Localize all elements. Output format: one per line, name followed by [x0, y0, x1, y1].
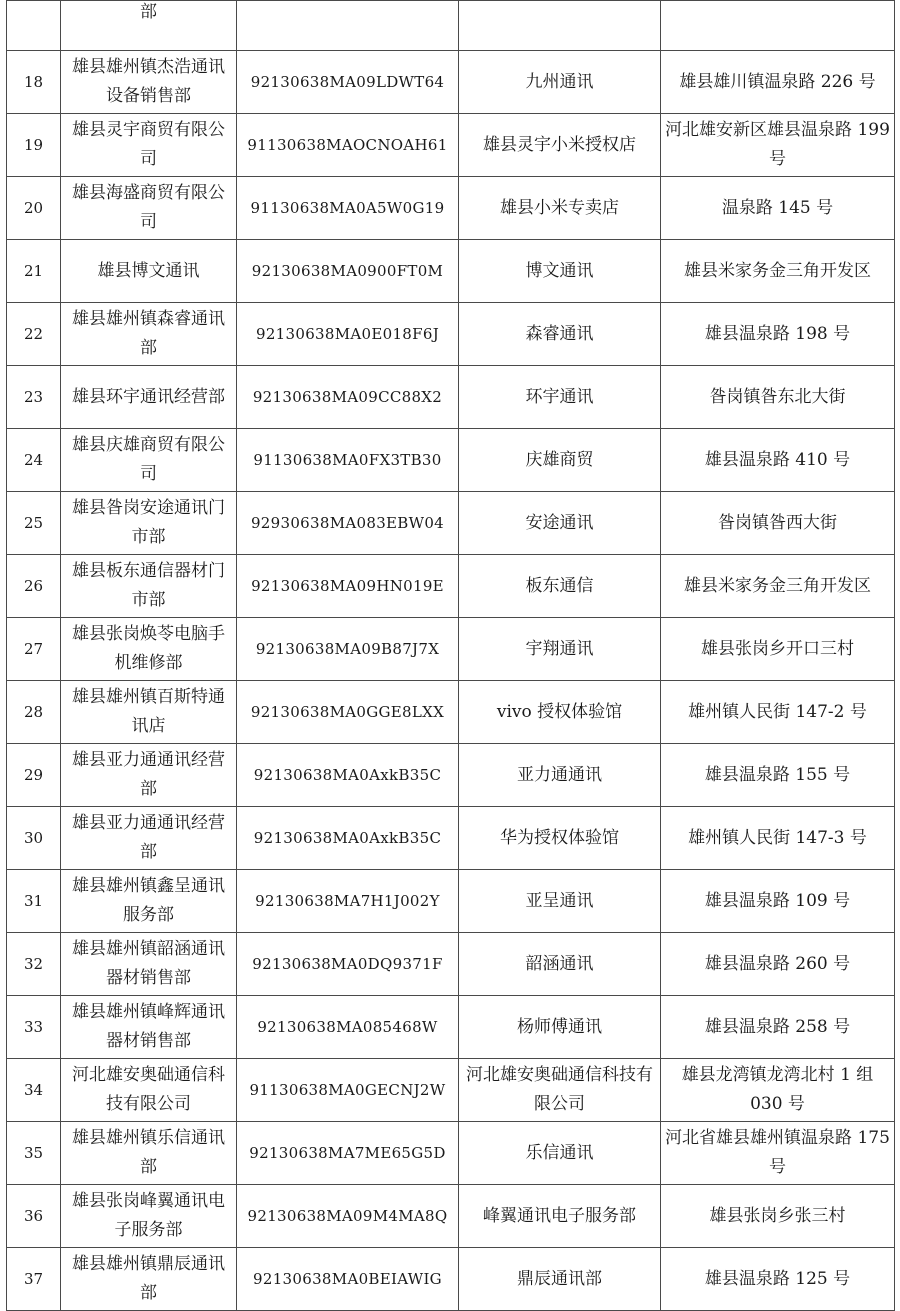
credit-code-cell: 92130638MA7H1J002Y	[237, 870, 459, 933]
shop-name-cell: 雄县灵宇小米授权店	[459, 114, 661, 177]
table-row	[7, 303, 895, 366]
shop-name-cell: 博文通讯	[459, 240, 661, 303]
address-cell: 雄县温泉路 260 号	[661, 933, 895, 996]
row-number-cell: 29	[7, 744, 61, 807]
table-row	[7, 429, 895, 492]
credit-code-cell: 92130638MA0AxkB35C	[237, 744, 459, 807]
address-cell: 河北省雄县雄州镇温泉路 175 号	[661, 1122, 895, 1185]
company-name-cell: 雄县板东通信器材门市部	[61, 555, 237, 618]
table-row	[7, 870, 895, 933]
row-number-cell: 37	[7, 1248, 61, 1311]
row-number-cell: 34	[7, 1059, 61, 1122]
row-number-cell: 26	[7, 555, 61, 618]
credit-code-cell	[237, 1, 459, 51]
shop-name-cell: 亚力通通讯	[459, 744, 661, 807]
credit-code-cell: 92130638MA7ME65G5D	[237, 1122, 459, 1185]
shop-name-cell: 亚呈通讯	[459, 870, 661, 933]
address-cell: 雄县张岗乡开口三村	[661, 618, 895, 681]
address-cell: 河北雄安新区雄县温泉路 199 号	[661, 114, 895, 177]
row-number-cell: 36	[7, 1185, 61, 1248]
credit-code-cell: 91130638MA0GECNJ2W	[237, 1059, 459, 1122]
address-cell: 雄县温泉路 109 号	[661, 870, 895, 933]
row-number-cell: 35	[7, 1122, 61, 1185]
table-row	[7, 618, 895, 681]
credit-code-cell: 92130638MA0BEIAWIG	[237, 1248, 459, 1311]
address-cell: 昝岗镇昝西大街	[661, 492, 895, 555]
shop-name-cell: 森睿通讯	[459, 303, 661, 366]
shop-name-cell: 峰翼通讯电子服务部	[459, 1185, 661, 1248]
company-name-cell: 雄县雄州镇乐信通讯部	[61, 1122, 237, 1185]
credit-code-cell: 92130638MA0E018F6J	[237, 303, 459, 366]
credit-code-cell: 92130638MA09LDWT64	[237, 51, 459, 114]
shop-name-cell: 安途通讯	[459, 492, 661, 555]
address-cell: 雄县米家务金三角开发区	[661, 240, 895, 303]
credit-code-cell: 92130638MA0900FT0M	[237, 240, 459, 303]
credit-code-cell: 92130638MA09M4MA8Q	[237, 1185, 459, 1248]
shop-name-cell: 宇翔通讯	[459, 618, 661, 681]
address-cell: 雄县温泉路 410 号	[661, 429, 895, 492]
row-number-cell: 30	[7, 807, 61, 870]
credit-code-cell: 92130638MA0GGE8LXX	[237, 681, 459, 744]
address-cell: 雄县张岗乡张三村	[661, 1185, 895, 1248]
company-name-cell: 雄县海盛商贸有限公司	[61, 177, 237, 240]
address-cell: 雄县温泉路 198 号	[661, 303, 895, 366]
table-row	[7, 807, 895, 870]
table-row	[7, 366, 895, 429]
company-name-cell: 河北雄安奥础通信科技有限公司	[61, 1059, 237, 1122]
shop-name-cell: 环宇通讯	[459, 366, 661, 429]
company-name-cell: 雄县雄州镇杰浩通讯设备销售部	[61, 51, 237, 114]
company-name-cell: 雄县雄州镇森睿通讯部	[61, 303, 237, 366]
row-number-cell: 23	[7, 366, 61, 429]
table-row	[7, 114, 895, 177]
credit-code-cell: 91130638MAOCNOAH61	[237, 114, 459, 177]
company-name-cell: 雄县雄州镇百斯特通讯店	[61, 681, 237, 744]
row-number-cell: 33	[7, 996, 61, 1059]
company-name-cell: 雄县亚力通通讯经营部	[61, 744, 237, 807]
credit-code-cell: 92130638MA09B87J7X	[237, 618, 459, 681]
shop-name-cell: 九州通讯	[459, 51, 661, 114]
credit-code-cell: 92130638MA0DQ9371F	[237, 933, 459, 996]
address-cell: 雄县龙湾镇龙湾北村 1 组 030 号	[661, 1059, 895, 1122]
table-row	[7, 933, 895, 996]
shop-name-cell: 鼎辰通讯部	[459, 1248, 661, 1311]
shop-name-cell: 华为授权体验馆	[459, 807, 661, 870]
address-cell: 雄州镇人民街 147-3 号	[661, 807, 895, 870]
credit-code-cell: 91130638MA0A5W0G19	[237, 177, 459, 240]
table-row	[7, 177, 895, 240]
company-name-cell: 雄县张岗峰翼通讯电子服务部	[61, 1185, 237, 1248]
company-name-cell: 雄县雄州镇鼎辰通讯部	[61, 1248, 237, 1311]
shop-name-cell: 河北雄安奥础通信科技有限公司	[459, 1059, 661, 1122]
row-number-cell: 18	[7, 51, 61, 114]
credit-code-cell: 92930638MA083EBW04	[237, 492, 459, 555]
address-cell: 昝岗镇昝东北大街	[661, 366, 895, 429]
company-name-cell: 雄县雄州镇鑫呈通讯服务部	[61, 870, 237, 933]
shop-name-cell: 乐信通讯	[459, 1122, 661, 1185]
table-row	[7, 1122, 895, 1185]
credit-code-cell: 92130638MA09HN019E	[237, 555, 459, 618]
shop-name-cell: 板东通信	[459, 555, 661, 618]
row-number-cell: 19	[7, 114, 61, 177]
row-number-cell: 27	[7, 618, 61, 681]
company-name-cell: 雄县灵宇商贸有限公司	[61, 114, 237, 177]
shop-name-cell: 雄县小米专卖店	[459, 177, 661, 240]
shop-name-cell: 杨师傅通讯	[459, 996, 661, 1059]
table-row	[7, 996, 895, 1059]
address-cell: 温泉路 145 号	[661, 177, 895, 240]
row-number-cell: 25	[7, 492, 61, 555]
table-row	[7, 555, 895, 618]
shop-name-cell	[459, 1, 661, 51]
table-row	[7, 681, 895, 744]
row-number-cell	[7, 1, 61, 51]
credit-code-cell: 92130638MA0AxkB35C	[237, 807, 459, 870]
company-name-cell: 雄县庆雄商贸有限公司	[61, 429, 237, 492]
shop-name-cell: 庆雄商贸	[459, 429, 661, 492]
address-cell: 雄州镇人民街 147-2 号	[661, 681, 895, 744]
row-number-cell: 22	[7, 303, 61, 366]
company-name-cell: 雄县张岗焕苓电脑手机维修部	[61, 618, 237, 681]
shop-name-cell: vivo 授权体验馆	[459, 681, 661, 744]
table-row	[7, 1185, 895, 1248]
address-cell: 雄县米家务金三角开发区	[661, 555, 895, 618]
row-number-cell: 20	[7, 177, 61, 240]
table-row	[7, 240, 895, 303]
table-row	[7, 492, 895, 555]
company-name-cell: 雄县昝岗安途通讯门市部	[61, 492, 237, 555]
address-cell: 雄县温泉路 258 号	[661, 996, 895, 1059]
address-cell: 雄县雄川镇温泉路 226 号	[661, 51, 895, 114]
table-row-continued	[7, 1, 895, 51]
company-name-cell: 雄县亚力通通讯经营部	[61, 807, 237, 870]
table-row	[7, 1248, 895, 1311]
company-name-cell: 雄县博文通讯	[61, 240, 237, 303]
company-name-cell: 雄县雄州镇韶涵通讯器材销售部	[61, 933, 237, 996]
company-name-cell: 雄县雄州镇峰辉通讯器材销售部	[61, 996, 237, 1059]
row-number-cell: 31	[7, 870, 61, 933]
table-row	[7, 51, 895, 114]
credit-code-cell: 92130638MA09CC88X2	[237, 366, 459, 429]
company-name-cell: 部	[61, 1, 237, 51]
address-cell	[661, 1, 895, 51]
table-body	[7, 1, 895, 1311]
company-name-cell: 雄县环宇通讯经营部	[61, 366, 237, 429]
shop-name-cell: 韶涵通讯	[459, 933, 661, 996]
row-number-cell: 21	[7, 240, 61, 303]
table-row	[7, 1059, 895, 1122]
row-number-cell: 32	[7, 933, 61, 996]
row-number-cell: 24	[7, 429, 61, 492]
row-number-cell: 28	[7, 681, 61, 744]
address-cell: 雄县温泉路 155 号	[661, 744, 895, 807]
address-cell: 雄县温泉路 125 号	[661, 1248, 895, 1311]
credit-code-cell: 91130638MA0FX3TB30	[237, 429, 459, 492]
table-row	[7, 744, 895, 807]
credit-code-cell: 92130638MA085468W	[237, 996, 459, 1059]
merchant-table	[6, 0, 895, 1311]
